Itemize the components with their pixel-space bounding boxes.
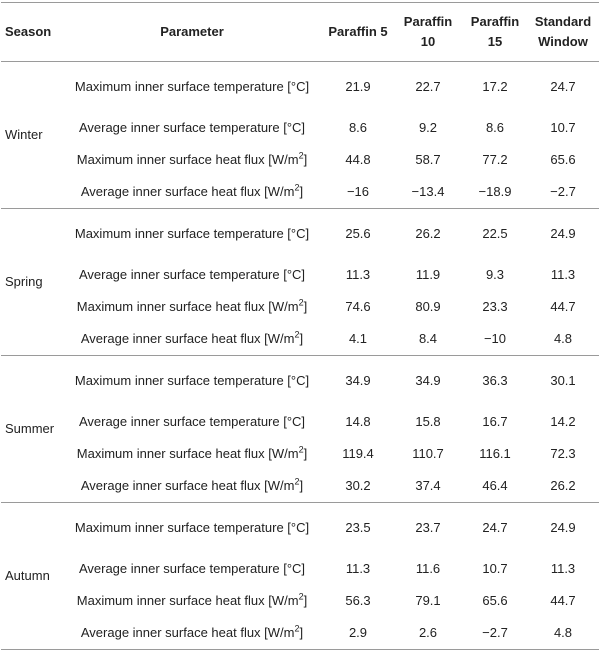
parameter-label: Maximum inner surface heat flux [W/m bbox=[76, 446, 299, 461]
value-cell: −10 bbox=[463, 323, 527, 356]
value-cell: 80.9 bbox=[415, 299, 441, 314]
header-parameter: Parameter bbox=[61, 3, 323, 62]
parameter-cell bbox=[61, 259, 323, 291]
value-cell: 4.1 bbox=[323, 323, 393, 356]
value-cell: 11.9 bbox=[415, 267, 441, 282]
parameter-cell bbox=[61, 176, 323, 209]
unit-superscript: 2 bbox=[294, 329, 300, 340]
table-row bbox=[1, 470, 599, 503]
unit-superscript: 2 bbox=[294, 476, 300, 487]
value-cell: 11.3 bbox=[550, 561, 576, 576]
value-cell: 72.3 bbox=[550, 446, 576, 461]
unit-bracket: ] bbox=[299, 625, 304, 640]
header-paraffin-10: Paraffin 10 bbox=[393, 3, 463, 62]
table-row bbox=[1, 209, 599, 260]
table-row bbox=[1, 406, 599, 438]
value-cell: 4.8 bbox=[527, 323, 599, 356]
value-cell: −16 bbox=[323, 176, 393, 209]
value-cell: 25.6 bbox=[345, 226, 371, 241]
parameter-label: Maximum inner surface temperature [°C] bbox=[74, 226, 310, 241]
header-season: Season bbox=[1, 3, 61, 62]
parameter-label: Average inner surface heat flux [W/m bbox=[80, 625, 295, 640]
value-cell: 21.9 bbox=[345, 79, 371, 94]
value-cell: 116.1 bbox=[479, 446, 511, 461]
results-table bbox=[1, 2, 599, 650]
table-row bbox=[1, 144, 599, 176]
table-row bbox=[1, 356, 599, 407]
parameter-label: Average inner surface heat flux [W/m bbox=[80, 184, 295, 199]
value-cell: 15.8 bbox=[415, 414, 441, 429]
table-row bbox=[1, 323, 599, 356]
unit-superscript: 2 bbox=[298, 591, 304, 602]
parameter-cell bbox=[61, 503, 323, 554]
table-row bbox=[1, 503, 599, 554]
value-cell: −13.4 bbox=[393, 176, 463, 209]
value-cell: 23.7 bbox=[415, 520, 441, 535]
value-cell: 44.7 bbox=[550, 593, 576, 608]
value-cell: 11.3 bbox=[345, 267, 371, 282]
parameter-label: Average inner surface heat flux [W/m bbox=[80, 478, 295, 493]
value-cell: 8.6 bbox=[485, 120, 505, 135]
value-cell: 14.2 bbox=[550, 414, 576, 429]
value-cell: 74.6 bbox=[345, 299, 371, 314]
value-cell: 23.5 bbox=[345, 520, 371, 535]
value-cell: 16.7 bbox=[482, 414, 508, 429]
parameter-label: Average inner surface temperature [°C] bbox=[78, 561, 306, 576]
value-cell: 11.6 bbox=[415, 561, 441, 576]
unit-superscript: 2 bbox=[294, 623, 300, 634]
parameter-label: Average inner surface temperature [°C] bbox=[78, 414, 306, 429]
value-cell: −2.7 bbox=[527, 176, 599, 209]
parameter-cell bbox=[61, 585, 323, 617]
table-row bbox=[1, 259, 599, 291]
value-cell: 24.9 bbox=[550, 520, 576, 535]
value-cell: 30.2 bbox=[323, 470, 393, 503]
unit-bracket: ] bbox=[303, 299, 308, 314]
value-cell: 26.2 bbox=[415, 226, 441, 241]
unit-superscript: 2 bbox=[298, 150, 304, 161]
unit-bracket: ] bbox=[299, 478, 304, 493]
table-row bbox=[1, 176, 599, 209]
parameter-label: Average inner surface temperature [°C] bbox=[78, 267, 306, 282]
value-cell: 119.4 bbox=[342, 446, 374, 461]
header-paraffin-5: Paraffin 5 bbox=[323, 3, 393, 62]
unit-bracket: ] bbox=[303, 446, 308, 461]
table-row bbox=[1, 617, 599, 650]
value-cell: 9.2 bbox=[418, 120, 438, 135]
table-body bbox=[1, 62, 599, 650]
header-standard-window: Standard Window bbox=[527, 3, 599, 62]
value-cell: 56.3 bbox=[345, 593, 371, 608]
value-cell: 23.3 bbox=[482, 299, 508, 314]
parameter-label: Maximum inner surface temperature [°C] bbox=[74, 520, 310, 535]
parameter-cell bbox=[61, 112, 323, 144]
parameter-cell bbox=[61, 62, 323, 113]
parameter-cell bbox=[61, 406, 323, 438]
unit-superscript: 2 bbox=[298, 297, 304, 308]
unit-bracket: ] bbox=[299, 331, 304, 346]
value-cell: 26.2 bbox=[527, 470, 599, 503]
header-row bbox=[1, 3, 599, 62]
parameter-cell bbox=[61, 553, 323, 585]
parameter-label: Maximum inner surface temperature [°C] bbox=[74, 79, 310, 94]
value-cell: 44.8 bbox=[345, 152, 371, 167]
value-cell: 9.3 bbox=[485, 267, 505, 282]
parameter-cell bbox=[61, 323, 323, 356]
value-cell: 34.9 bbox=[415, 373, 441, 388]
value-cell: 37.4 bbox=[393, 470, 463, 503]
unit-superscript: 2 bbox=[298, 444, 304, 455]
season-cell: Winter bbox=[1, 62, 61, 209]
parameter-cell bbox=[61, 209, 323, 260]
unit-bracket: ] bbox=[299, 184, 304, 199]
value-cell: 30.1 bbox=[550, 373, 576, 388]
value-cell: 79.1 bbox=[415, 593, 441, 608]
value-cell: 2.6 bbox=[393, 617, 463, 650]
value-cell: 36.3 bbox=[482, 373, 508, 388]
table-row bbox=[1, 553, 599, 585]
header-paraffin-15: Paraffin 15 bbox=[463, 3, 527, 62]
table-row bbox=[1, 585, 599, 617]
season-cell: Summer bbox=[1, 356, 61, 503]
value-cell: 65.6 bbox=[482, 593, 508, 608]
value-cell: 2.9 bbox=[323, 617, 393, 650]
parameter-label: Maximum inner surface heat flux [W/m bbox=[76, 593, 299, 608]
value-cell: 22.5 bbox=[482, 226, 508, 241]
value-cell: 11.3 bbox=[345, 561, 371, 576]
value-cell: 22.7 bbox=[415, 79, 441, 94]
table-row bbox=[1, 62, 599, 113]
value-cell: 24.7 bbox=[550, 79, 576, 94]
value-cell: 110.7 bbox=[412, 446, 444, 461]
value-cell: 14.8 bbox=[345, 414, 371, 429]
season-cell: Autumn bbox=[1, 503, 61, 650]
parameter-cell bbox=[61, 470, 323, 503]
value-cell: 46.4 bbox=[463, 470, 527, 503]
value-cell: 44.7 bbox=[550, 299, 576, 314]
parameter-label: Maximum inner surface temperature [°C] bbox=[74, 373, 310, 388]
value-cell: 8.4 bbox=[393, 323, 463, 356]
parameter-cell bbox=[61, 356, 323, 407]
parameter-label: Average inner surface temperature [°C] bbox=[78, 120, 306, 135]
value-cell: 24.7 bbox=[482, 520, 508, 535]
value-cell: 34.9 bbox=[345, 373, 371, 388]
value-cell: 24.9 bbox=[550, 226, 576, 241]
table-row bbox=[1, 438, 599, 470]
parameter-label: Maximum inner surface heat flux [W/m bbox=[76, 299, 299, 314]
season-cell: Spring bbox=[1, 209, 61, 356]
value-cell: 10.7 bbox=[550, 120, 576, 135]
parameter-label: Maximum inner surface heat flux [W/m bbox=[76, 152, 299, 167]
unit-superscript: 2 bbox=[294, 182, 300, 193]
value-cell: 4.8 bbox=[527, 617, 599, 650]
parameter-cell bbox=[61, 617, 323, 650]
parameter-cell bbox=[61, 438, 323, 470]
unit-bracket: ] bbox=[303, 593, 308, 608]
value-cell: 11.3 bbox=[550, 267, 576, 282]
parameter-label: Average inner surface heat flux [W/m bbox=[80, 331, 295, 346]
value-cell: 58.7 bbox=[415, 152, 441, 167]
value-cell: 8.6 bbox=[348, 120, 368, 135]
parameter-cell bbox=[61, 144, 323, 176]
value-cell: −2.7 bbox=[463, 617, 527, 650]
value-cell: 10.7 bbox=[482, 561, 508, 576]
table-row bbox=[1, 291, 599, 323]
table-row bbox=[1, 112, 599, 144]
value-cell: 77.2 bbox=[482, 152, 508, 167]
unit-bracket: ] bbox=[303, 152, 308, 167]
value-cell: 65.6 bbox=[550, 152, 576, 167]
parameter-cell bbox=[61, 291, 323, 323]
value-cell: −18.9 bbox=[463, 176, 527, 209]
value-cell: 17.2 bbox=[482, 79, 508, 94]
